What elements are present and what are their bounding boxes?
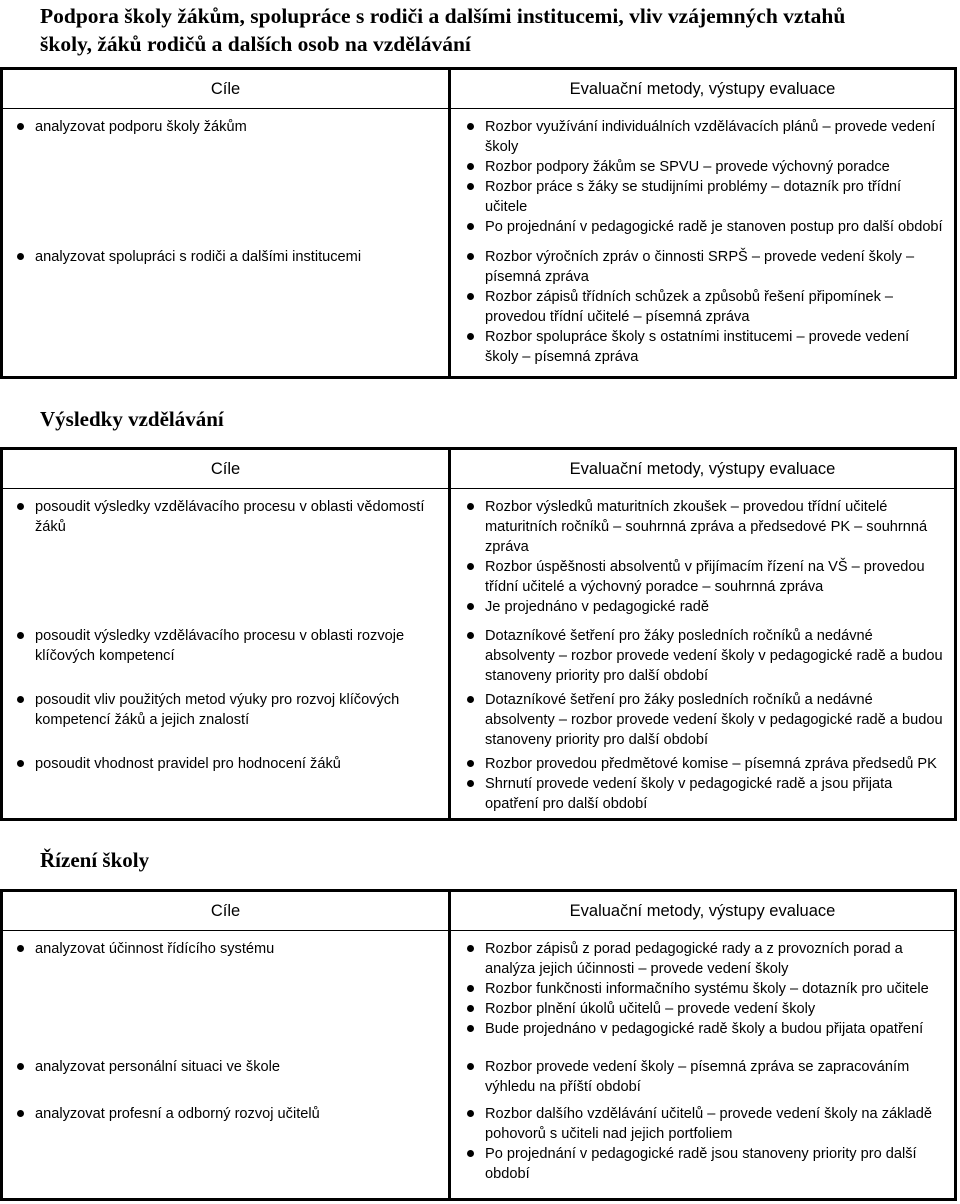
evaluation-table-management bbox=[0, 889, 957, 1201]
method-item: Bude projednáno v pedagogické radě školy a budou přijata opatření bbox=[451, 1019, 954, 1039]
column-header-methods: Evaluační metody, výstupy evaluace bbox=[450, 449, 956, 489]
method-item: Rozbor provede vedení školy – písemná zpráva se zapracováním výhledu na příští období bbox=[451, 1057, 954, 1097]
method-item: Rozbor dalšího vzdělávání učitelů – provede vedení školy na základě pohovorů s učiteli nad jejich portfoliem bbox=[451, 1104, 954, 1144]
section-title-results: Výsledky vzdělávání bbox=[40, 407, 224, 431]
goal-item: posoudit výsledky vzdělávacího procesu v oblasti vědomostí žáků bbox=[3, 497, 448, 537]
goal-item: analyzovat spolupráci s rodiči a dalšími institucemi bbox=[3, 247, 448, 267]
evaluation-table-support bbox=[0, 67, 957, 379]
method-item: Rozbor úspěšnosti absolventů v přijímacím řízení na VŠ – provedou třídní učitelé a výchovný poradce – souhrnná zpráva bbox=[451, 557, 954, 597]
goal-item: posoudit vliv použitých metod výuky pro rozvoj klíčových kompetencí žáků a jejich znalostí bbox=[3, 690, 448, 730]
method-item: Shrnutí provede vedení školy v pedagogické radě a jsou přijata opatření pro další období bbox=[451, 774, 954, 814]
section-title-line-1: Podpora školy žákům, spolupráce s rodiči a dalšími institucemi, vliv vzájemných vztahů bbox=[40, 4, 846, 28]
table-row bbox=[2, 931, 956, 1058]
column-header-methods: Evaluační metody, výstupy evaluace bbox=[450, 891, 956, 931]
method-item: Rozbor výročních zpráv o činnosti SRPŠ – provede vedení školy – písemná zpráva bbox=[451, 247, 954, 287]
table-row bbox=[2, 754, 956, 820]
goal-item: analyzovat podporu školy žákům bbox=[3, 117, 448, 137]
method-item: Rozbor funkčnosti informačního systému školy – dotazník pro učitele bbox=[451, 979, 954, 999]
column-header-methods: Evaluační metody, výstupy evaluace bbox=[450, 69, 956, 109]
table-row bbox=[2, 690, 956, 754]
method-item: Rozbor zápisů třídních schůzek a způsobů řešení připomínek – provedou třídní učitelé – písemná zpráva bbox=[451, 287, 954, 327]
table-row bbox=[2, 626, 956, 690]
method-item: Rozbor využívání individuálních vzdělávacích plánů – provede vedení školy bbox=[451, 117, 954, 157]
method-item: Po projednání v pedagogické radě jsou stanoveny priority pro další období bbox=[451, 1144, 954, 1184]
section-title-line-2: školy, žáků rodičů a dalších osob na vzdělávání bbox=[40, 32, 471, 56]
method-item: Rozbor zápisů z porad pedagogické rady a z provozních porad a analýza jejich účinnosti – provede vedení školy bbox=[451, 939, 954, 979]
goal-item: analyzovat profesní a odborný rozvoj učitelů bbox=[3, 1104, 448, 1124]
column-header-goals: Cíle bbox=[2, 891, 450, 931]
table-row bbox=[2, 489, 956, 626]
method-item: Rozbor práce s žáky se studijními problémy – dotazník pro třídní učitele bbox=[451, 177, 954, 217]
section-title-support bbox=[40, 2, 845, 58]
column-header-goals: Cíle bbox=[2, 69, 450, 109]
table-row bbox=[2, 1057, 956, 1104]
method-item: Rozbor plnění úkolů učitelů – provede vedení školy bbox=[451, 999, 954, 1019]
goal-item: posoudit vhodnost pravidel pro hodnocení žáků bbox=[3, 754, 448, 774]
method-item: Rozbor spolupráce školy s ostatními institucemi – provede vedení školy – písemná zpráva bbox=[451, 327, 954, 367]
method-item: Je projednáno v pedagogické radě bbox=[451, 597, 954, 617]
method-item: Rozbor podpory žákům se SPVU – provede výchovný poradce bbox=[451, 157, 954, 177]
method-item: Rozbor provedou předmětové komise – písemná zpráva předsedů PK bbox=[451, 754, 954, 774]
column-header-goals: Cíle bbox=[2, 449, 450, 489]
table-row bbox=[2, 247, 956, 378]
method-item: Po projednání v pedagogické radě je stanoven postup pro další období bbox=[451, 217, 954, 237]
table-row bbox=[2, 109, 956, 247]
goal-item: posoudit výsledky vzdělávacího procesu v oblasti rozvoje klíčových kompetencí bbox=[3, 626, 448, 666]
method-item: Dotazníkové šetření pro žáky posledních ročníků a nedávné absolventy – rozbor provede vedení školy v pedagogické radě a budou stanoveny priority pro další období bbox=[451, 690, 954, 750]
goal-item: analyzovat personální situaci ve škole bbox=[3, 1057, 448, 1077]
method-item: Rozbor výsledků maturitních zkoušek – provedou třídní učitelé maturitních ročníků – souhrnná zpráva a předsedové PK – souhrnná zpráva bbox=[451, 497, 954, 557]
section-title-management: Řízení školy bbox=[40, 848, 150, 872]
evaluation-table-results bbox=[0, 447, 957, 821]
table-row bbox=[2, 1104, 956, 1199]
method-item: Dotazníkové šetření pro žáky posledních ročníků a nedávné absolventy – rozbor provede vedení školy v pedagogické radě a budou stanoveny priority pro další období bbox=[451, 626, 954, 686]
goal-item: analyzovat účinnost řídícího systému bbox=[3, 939, 448, 959]
